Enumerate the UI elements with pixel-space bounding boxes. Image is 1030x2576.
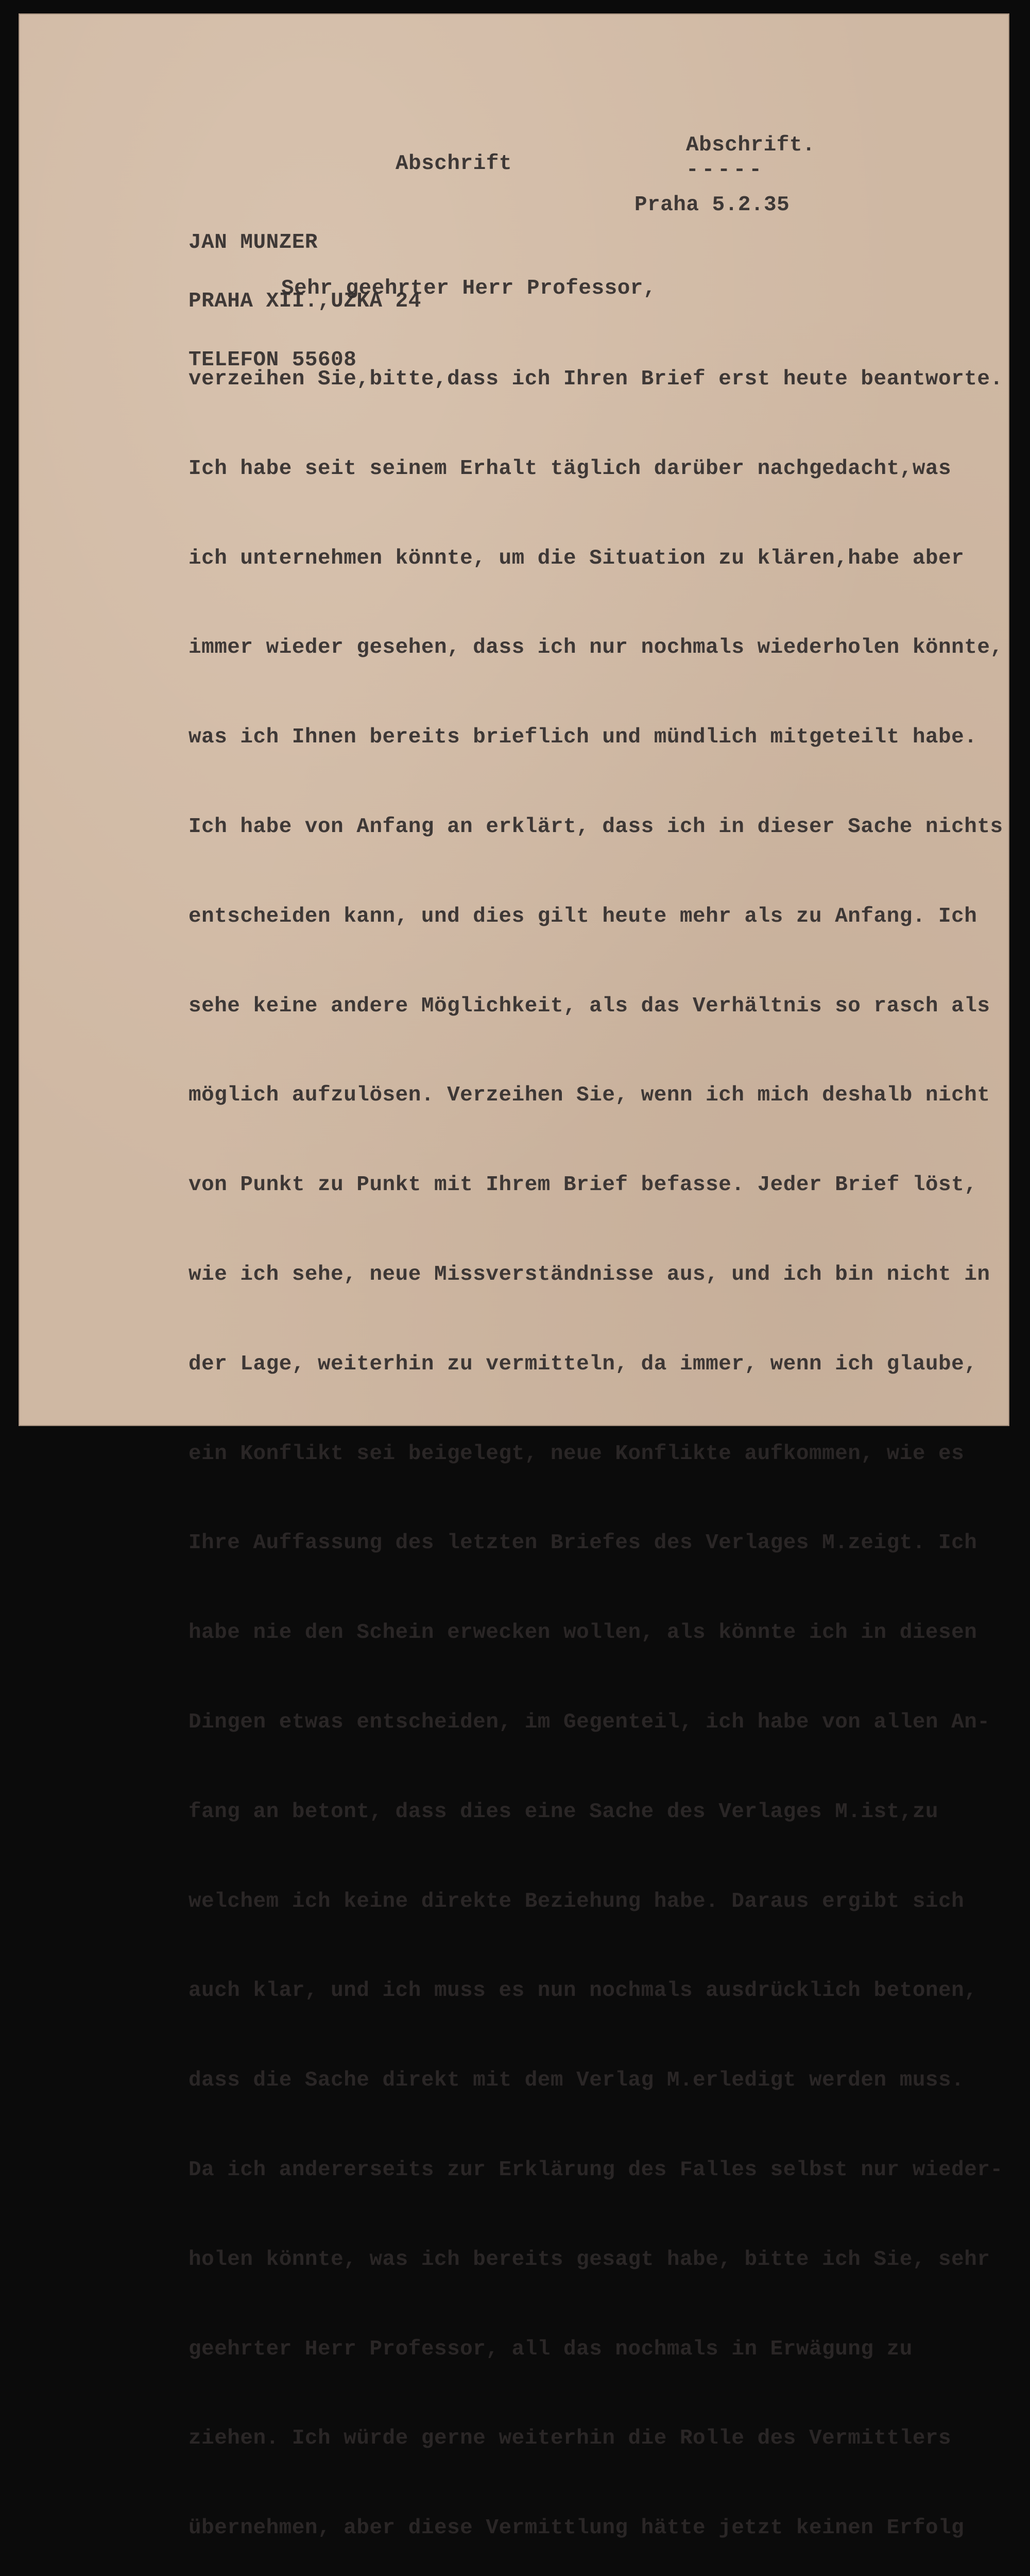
body-line: geehrter Herr Professor, all das nochmals in Erwägung zu [188,2337,913,2361]
body-line: habe nie den Schein erwecken wollen, als könnte ich in diesen [188,1621,977,1645]
body-line: ich unternehmen könnte, um die Situation zu klären,habe aber [188,546,965,570]
body-line: Da ich andererseits zur Erklärung des Falles selbst nur wieder- [188,2158,1003,2182]
body-line: Dingen etwas entscheiden, im Gegenteil, ich habe von allen An- [188,1710,990,1734]
sender-address: PRAHA XII.,UZKA 24 [188,290,421,313]
body-line: übernehmen, aber diese Vermittlung hätte jetzt keinen Erfolg [188,2516,965,2540]
body-line: möglich aufzulösen. Verzeihen Sie, wenn ich mich deshalb nicht [188,1083,990,1108]
body-line: dass die Sache direkt mit dem Verlag M.erledigt werden muss. [188,2069,965,2093]
letter-date: Praha 5.2.35 [634,193,790,217]
salutation: Sehr geehrter Herr Professor, [281,277,657,300]
document-title-left: Abschrift [396,152,512,176]
body-line: fang an betont, dass dies eine Sache des Verlages M.ist,zu [188,1800,939,1824]
body-line: der Lage, weiterhin zu vermitteln, da immer, wenn ich glaube, [188,1352,977,1376]
body-line: ziehen. Ich würde gerne weiterhin die Rolle des Vermittlers [188,2427,952,2451]
body-line: auch klar, und ich muss es nun nochmals ausdrücklich betonen, [188,1979,977,2003]
letter-page [19,13,1009,2540]
sender-name: JAN MUNZER [188,231,318,255]
body-line: Ich habe von Anfang an erklärt, dass ich in dieser Sache nichts [188,815,1003,839]
body-line: wie ich sehe, neue Missverständnisse aus, und ich bin nicht in [188,1262,990,1286]
body-line: Ich habe seit seinem Erhalt täglich darüber nachgedacht,was [188,456,952,481]
body-line: verzeihen Sie,bitte,dass ich Ihren Brief erst heute beantworte. [188,367,1003,391]
body-line: von Punkt zu Punkt mit Ihrem Brief befasse. Jeder Brief löst, [188,1173,977,1197]
title-underline-dashes: ----- [686,158,765,182]
body-line: ein Konflikt sei beigelegt, neue Konflikte aufkommen, wie es [188,1442,965,1466]
body-line: was ich Ihnen bereits brieflich und mündlich mitgeteilt habe. [188,725,977,750]
document-title-right: Abschrift. [686,133,816,157]
body-line: Ihre Auffassung des letzten Briefes des Verlages M.zeigt. Ich [188,1531,977,1555]
body-line: welchem ich keine direkte Beziehung habe. Daraus ergibt sich [188,1889,965,1913]
body-line: entscheiden kann, und dies gilt heute mehr als zu Anfang. Ich [188,904,977,928]
sender-phone: TELEFON 55608 [188,348,357,372]
letter-body [188,317,1003,2576]
body-line: holen könnte, was ich bereits gesagt habe, bitte ich Sie, sehr [188,2247,990,2272]
body-line: immer wieder gesehen, dass ich nur nochmals wiederholen könnte, [188,636,1003,660]
body-line: sehe keine andere Möglichkeit, als das Verhältnis so rasch als [188,994,990,1018]
